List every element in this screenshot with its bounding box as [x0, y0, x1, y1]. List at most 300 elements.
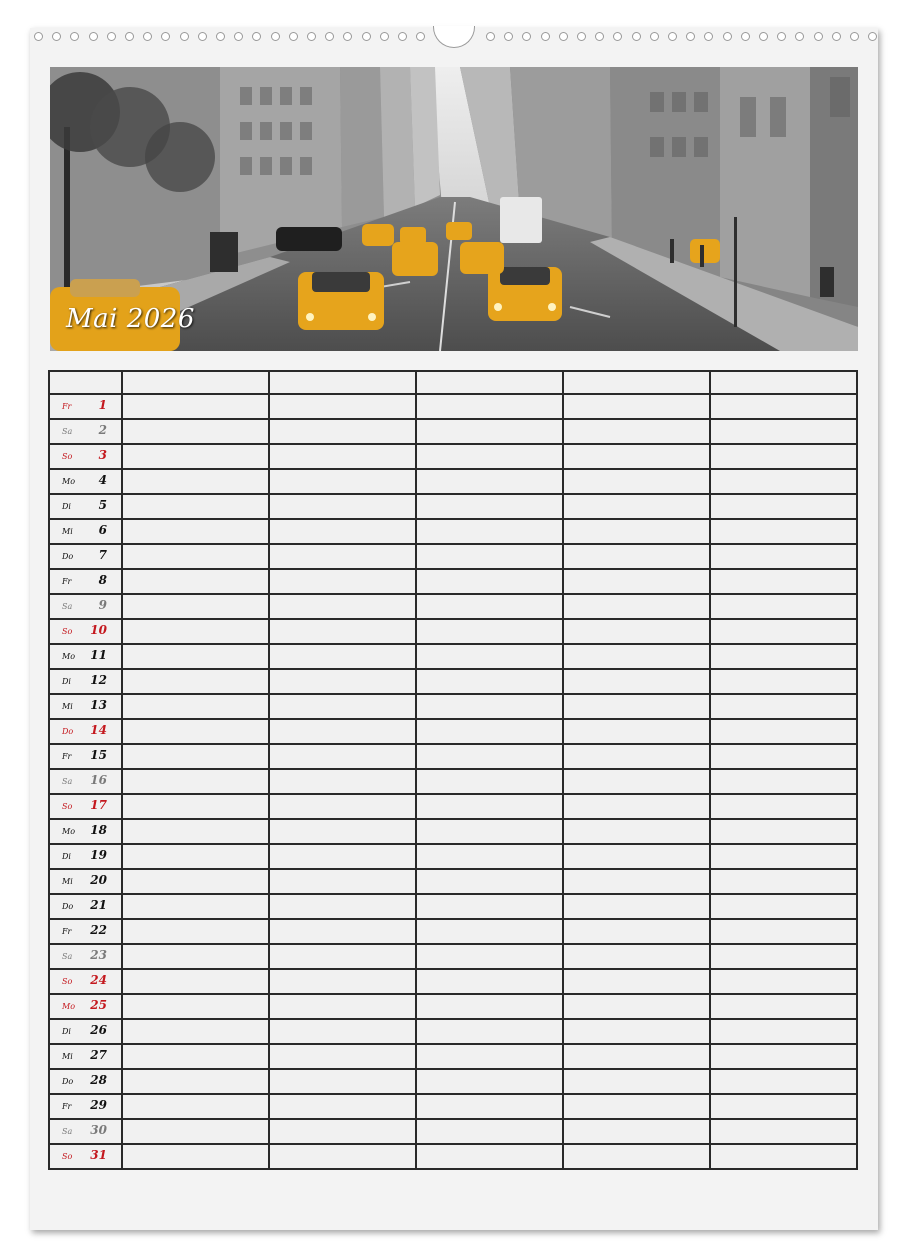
day-label-cell [49, 394, 122, 419]
entry-cell[interactable] [416, 844, 563, 869]
entry-cell[interactable] [416, 969, 563, 994]
entry-cell[interactable] [710, 1094, 857, 1119]
weekday-label: Mi [62, 1052, 73, 1061]
day-row [49, 969, 857, 994]
day-label-cell [49, 644, 122, 669]
day-label-cell [49, 844, 122, 869]
day-label-cell [49, 794, 122, 819]
weekday-label: So [62, 977, 73, 986]
entry-cell[interactable] [710, 469, 857, 494]
entry-cell[interactable] [710, 569, 857, 594]
entry-cell[interactable] [269, 769, 416, 794]
binding-hole [795, 32, 804, 41]
entry-cell[interactable] [416, 569, 563, 594]
entry-cell[interactable] [416, 544, 563, 569]
entry-cell[interactable] [563, 744, 710, 769]
day-number: 3 [98, 448, 107, 462]
binding-hole [868, 32, 877, 41]
entry-cell[interactable] [710, 594, 857, 619]
weekday-label: Sa [62, 1127, 73, 1136]
entry-cell[interactable] [269, 569, 416, 594]
entry-cell[interactable] [563, 819, 710, 844]
column-header-cell[interactable] [416, 371, 563, 394]
binding-hole [486, 32, 495, 41]
day-number: 27 [90, 1048, 107, 1062]
entry-cell[interactable] [416, 894, 563, 919]
day-label-cell [49, 869, 122, 894]
binding-hole [541, 32, 550, 41]
entry-cell[interactable] [416, 794, 563, 819]
day-number: 14 [90, 723, 107, 737]
day-row [49, 544, 857, 569]
entry-cell[interactable] [710, 769, 857, 794]
entry-cell[interactable] [269, 419, 416, 444]
entry-cell[interactable] [563, 1044, 710, 1069]
weekday-label: So [62, 627, 73, 636]
binding-hole [704, 32, 713, 41]
entry-cell[interactable] [563, 994, 710, 1019]
day-row [49, 669, 857, 694]
day-number: 17 [90, 798, 107, 812]
entry-cell[interactable] [269, 1094, 416, 1119]
entry-cell[interactable] [416, 919, 563, 944]
weekday-label: Di [62, 677, 71, 686]
day-number: 11 [90, 648, 107, 662]
day-label-cell [49, 769, 122, 794]
weekday-label: So [62, 452, 73, 461]
day-label-cell [49, 1069, 122, 1094]
entry-cell[interactable] [269, 1144, 416, 1169]
column-header-cell[interactable] [710, 371, 857, 394]
binding-hole [741, 32, 750, 41]
weekday-label: Fr [62, 752, 72, 761]
entry-cell[interactable] [563, 519, 710, 544]
day-number: 8 [98, 573, 107, 587]
binding-hole [759, 32, 768, 41]
day-label-cell [49, 894, 122, 919]
entry-cell[interactable] [416, 494, 563, 519]
day-number: 20 [90, 873, 107, 887]
binding-hole [686, 32, 695, 41]
day-row [49, 719, 857, 744]
entry-cell[interactable] [710, 1069, 857, 1094]
entry-cell[interactable] [563, 394, 710, 419]
column-header-cell[interactable] [269, 371, 416, 394]
day-row [49, 494, 857, 519]
binding-hole [252, 32, 261, 41]
entry-cell[interactable] [269, 1044, 416, 1069]
weekday-label: Di [62, 502, 71, 511]
entry-cell[interactable] [269, 869, 416, 894]
binding-hole [832, 32, 841, 41]
weekday-label: Do [62, 902, 74, 911]
entry-cell[interactable] [563, 544, 710, 569]
entry-cell[interactable] [269, 669, 416, 694]
entry-cell[interactable] [563, 919, 710, 944]
entry-cell[interactable] [416, 769, 563, 794]
entry-cell[interactable] [122, 1044, 269, 1069]
entry-cell[interactable] [563, 894, 710, 919]
entry-cell[interactable] [563, 594, 710, 619]
entry-cell[interactable] [269, 894, 416, 919]
entry-cell[interactable] [416, 1094, 563, 1119]
day-label-cell [49, 569, 122, 594]
day-label-cell [49, 619, 122, 644]
weekday-label: Sa [62, 777, 73, 786]
entry-cell[interactable] [269, 969, 416, 994]
entry-cell[interactable] [122, 544, 269, 569]
entry-cell[interactable] [122, 969, 269, 994]
entry-cell[interactable] [710, 819, 857, 844]
entry-cell[interactable] [122, 819, 269, 844]
binding-hole [777, 32, 786, 41]
binding-hole [70, 32, 79, 41]
entry-cell[interactable] [122, 919, 269, 944]
binding-hole [180, 32, 189, 41]
weekday-label: Mo [62, 652, 76, 661]
entry-cell[interactable] [416, 819, 563, 844]
entry-cell[interactable] [269, 444, 416, 469]
entry-cell[interactable] [416, 644, 563, 669]
entry-cell[interactable] [563, 1069, 710, 1094]
weekday-label: So [62, 802, 73, 811]
entry-cell[interactable] [269, 519, 416, 544]
day-number: 25 [90, 998, 107, 1012]
entry-cell[interactable] [710, 894, 857, 919]
entry-cell[interactable] [122, 769, 269, 794]
entry-cell[interactable] [563, 694, 710, 719]
entry-cell[interactable] [122, 444, 269, 469]
entry-cell[interactable] [416, 1119, 563, 1144]
day-label-cell [49, 1119, 122, 1144]
day-number: 15 [90, 748, 107, 762]
entry-cell[interactable] [269, 1119, 416, 1144]
entry-cell[interactable] [269, 844, 416, 869]
day-number: 6 [98, 523, 107, 537]
entry-cell[interactable] [122, 419, 269, 444]
entry-cell[interactable] [122, 944, 269, 969]
entry-cell[interactable] [416, 994, 563, 1019]
day-label-cell [49, 669, 122, 694]
binding-hole [125, 32, 134, 41]
day-number: 22 [90, 923, 107, 937]
entry-cell[interactable] [269, 494, 416, 519]
day-row [49, 819, 857, 844]
entry-cell[interactable] [269, 1069, 416, 1094]
entry-cell[interactable] [122, 1119, 269, 1144]
day-number: 2 [98, 423, 107, 437]
entry-cell[interactable] [710, 494, 857, 519]
entry-cell[interactable] [563, 669, 710, 694]
entry-cell[interactable] [122, 694, 269, 719]
binding-hole [307, 32, 316, 41]
binding-hole [52, 32, 61, 41]
binding-hole [668, 32, 677, 41]
day-label-cell [49, 994, 122, 1019]
day-row [49, 1144, 857, 1169]
entry-cell[interactable] [710, 969, 857, 994]
day-row [49, 1019, 857, 1044]
day-number: 21 [90, 898, 107, 912]
weekday-label: Mi [62, 702, 73, 711]
entry-cell[interactable] [563, 794, 710, 819]
entry-cell[interactable] [710, 444, 857, 469]
entry-cell[interactable] [416, 1144, 563, 1169]
day-number: 16 [90, 773, 107, 787]
header-day-cell [49, 371, 122, 394]
day-label-cell [49, 494, 122, 519]
weekday-label: Mo [62, 477, 76, 486]
entry-cell[interactable] [416, 694, 563, 719]
entry-cell[interactable] [269, 1019, 416, 1044]
day-label-cell [49, 694, 122, 719]
entry-cell[interactable] [269, 469, 416, 494]
binding-hole [343, 32, 352, 41]
day-label-cell [49, 744, 122, 769]
day-number: 19 [90, 848, 107, 862]
entry-cell[interactable] [269, 719, 416, 744]
entry-cell[interactable] [269, 694, 416, 719]
entry-cell[interactable] [122, 844, 269, 869]
entry-cell[interactable] [563, 444, 710, 469]
entry-cell[interactable] [710, 669, 857, 694]
day-number: 29 [90, 1098, 107, 1112]
day-row [49, 994, 857, 1019]
entry-cell[interactable] [563, 619, 710, 644]
entry-cell[interactable] [416, 1044, 563, 1069]
entry-cell[interactable] [269, 544, 416, 569]
entry-cell[interactable] [710, 419, 857, 444]
day-number: 31 [90, 1148, 107, 1162]
entry-cell[interactable] [269, 944, 416, 969]
entry-cell[interactable] [563, 1119, 710, 1144]
day-number: 10 [90, 623, 107, 637]
entry-cell[interactable] [710, 719, 857, 744]
entry-cell[interactable] [122, 644, 269, 669]
day-number: 4 [98, 473, 107, 487]
day-label-cell [49, 519, 122, 544]
entry-cell[interactable] [563, 944, 710, 969]
photo-illustration [50, 67, 858, 351]
entry-cell[interactable] [416, 419, 563, 444]
entry-cell[interactable] [710, 994, 857, 1019]
day-row [49, 1044, 857, 1069]
binding-hole [398, 32, 407, 41]
entry-cell[interactable] [122, 869, 269, 894]
binding-hole [216, 32, 225, 41]
entry-cell[interactable] [710, 644, 857, 669]
day-number: 13 [90, 698, 107, 712]
binding-hole [289, 32, 298, 41]
entry-cell[interactable] [122, 494, 269, 519]
weekday-label: Sa [62, 427, 73, 436]
day-row [49, 444, 857, 469]
entry-cell[interactable] [122, 669, 269, 694]
calendar-page [30, 28, 878, 1230]
entry-cell[interactable] [416, 444, 563, 469]
entry-cell[interactable] [563, 1019, 710, 1044]
binding-hole [325, 32, 334, 41]
binding-hole [143, 32, 152, 41]
entry-cell[interactable] [269, 594, 416, 619]
day-row [49, 744, 857, 769]
day-number: 23 [90, 948, 107, 962]
entry-cell[interactable] [710, 1044, 857, 1069]
entry-cell[interactable] [710, 794, 857, 819]
entry-cell[interactable] [563, 719, 710, 744]
weekday-label: Mo [62, 827, 76, 836]
day-row [49, 794, 857, 819]
entry-cell[interactable] [710, 519, 857, 544]
column-header-cell[interactable] [122, 371, 269, 394]
entry-cell[interactable] [122, 619, 269, 644]
entry-cell[interactable] [269, 994, 416, 1019]
day-label-cell [49, 819, 122, 844]
entry-cell[interactable] [563, 469, 710, 494]
entry-cell[interactable] [416, 619, 563, 644]
day-number: 7 [98, 548, 107, 562]
entry-cell[interactable] [122, 719, 269, 744]
entry-cell[interactable] [416, 869, 563, 894]
column-header-cell[interactable] [563, 371, 710, 394]
month-title: Mai 2026 [66, 304, 195, 334]
entry-cell[interactable] [710, 694, 857, 719]
entry-cell[interactable] [563, 494, 710, 519]
street-scene-photo [50, 67, 858, 351]
entry-cell[interactable] [710, 944, 857, 969]
entry-cell[interactable] [563, 869, 710, 894]
weekday-label: Sa [62, 952, 73, 961]
binding-hole [595, 32, 604, 41]
binding-hole [850, 32, 859, 41]
entry-cell[interactable] [710, 1119, 857, 1144]
entry-cell[interactable] [122, 569, 269, 594]
entry-cell[interactable] [710, 619, 857, 644]
binding-hole [234, 32, 243, 41]
entry-cell[interactable] [122, 1069, 269, 1094]
entry-cell[interactable] [122, 744, 269, 769]
entry-cell[interactable] [563, 844, 710, 869]
entry-cell[interactable] [122, 519, 269, 544]
entry-cell[interactable] [563, 419, 710, 444]
entry-cell[interactable] [122, 1019, 269, 1044]
entry-cell[interactable] [563, 1144, 710, 1169]
binding-hole [89, 32, 98, 41]
weekday-label: Do [62, 552, 74, 561]
entry-cell[interactable] [269, 794, 416, 819]
header-row [49, 371, 857, 394]
entry-cell[interactable] [710, 869, 857, 894]
entry-cell[interactable] [416, 669, 563, 694]
binding-hole [362, 32, 371, 41]
entry-cell[interactable] [710, 744, 857, 769]
entry-cell[interactable] [710, 844, 857, 869]
binding-hole [650, 32, 659, 41]
binding-hole [271, 32, 280, 41]
day-number: 9 [98, 598, 107, 612]
day-label-cell [49, 919, 122, 944]
entry-cell[interactable] [122, 1144, 269, 1169]
weekday-label: Fr [62, 927, 72, 936]
planner-grid [48, 370, 858, 1170]
day-number: 24 [90, 973, 107, 987]
day-label-cell [49, 544, 122, 569]
entry-cell[interactable] [416, 594, 563, 619]
entry-cell[interactable] [122, 394, 269, 419]
entry-cell[interactable] [122, 994, 269, 1019]
entry-cell[interactable] [563, 769, 710, 794]
day-row [49, 944, 857, 969]
day-row [49, 1069, 857, 1094]
entry-cell[interactable] [416, 519, 563, 544]
day-number: 26 [90, 1023, 107, 1037]
weekday-label: Fr [62, 1102, 72, 1111]
entry-cell[interactable] [710, 1019, 857, 1044]
entry-cell[interactable] [416, 1019, 563, 1044]
day-number: 1 [98, 398, 107, 412]
day-row [49, 844, 857, 869]
binding-hole [380, 32, 389, 41]
entry-cell[interactable] [563, 644, 710, 669]
entry-cell[interactable] [416, 944, 563, 969]
binding-hole [577, 32, 586, 41]
entry-cell[interactable] [416, 469, 563, 494]
day-row [49, 519, 857, 544]
binding-hole [107, 32, 116, 41]
day-row [49, 469, 857, 494]
weekday-label: Sa [62, 602, 73, 611]
entry-cell[interactable] [122, 794, 269, 819]
entry-cell[interactable] [710, 1144, 857, 1169]
entry-cell[interactable] [416, 1069, 563, 1094]
entry-cell[interactable] [269, 744, 416, 769]
day-row [49, 919, 857, 944]
day-label-cell [49, 594, 122, 619]
entry-cell[interactable] [563, 1094, 710, 1119]
entry-cell[interactable] [122, 594, 269, 619]
binding-hole [559, 32, 568, 41]
entry-cell[interactable] [416, 719, 563, 744]
day-label-cell [49, 719, 122, 744]
entry-cell[interactable] [710, 544, 857, 569]
entry-cell[interactable] [269, 644, 416, 669]
entry-cell[interactable] [563, 569, 710, 594]
binding-hole [522, 32, 531, 41]
entry-cell[interactable] [269, 819, 416, 844]
entry-cell[interactable] [122, 469, 269, 494]
entry-cell[interactable] [710, 919, 857, 944]
day-row [49, 644, 857, 669]
entry-cell[interactable] [269, 394, 416, 419]
entry-cell[interactable] [710, 394, 857, 419]
entry-cell[interactable] [122, 894, 269, 919]
weekday-label: So [62, 1152, 73, 1161]
weekday-label: Fr [62, 402, 72, 411]
binding-hole [504, 32, 513, 41]
entry-cell[interactable] [416, 394, 563, 419]
day-label-cell [49, 1094, 122, 1119]
entry-cell[interactable] [416, 744, 563, 769]
day-label-cell [49, 1144, 122, 1169]
entry-cell[interactable] [269, 919, 416, 944]
entry-cell[interactable] [269, 619, 416, 644]
day-row [49, 1094, 857, 1119]
entry-cell[interactable] [122, 1094, 269, 1119]
weekday-label: Di [62, 852, 71, 861]
weekday-label: Mi [62, 527, 73, 536]
entry-cell[interactable] [563, 969, 710, 994]
day-label-cell [49, 969, 122, 994]
